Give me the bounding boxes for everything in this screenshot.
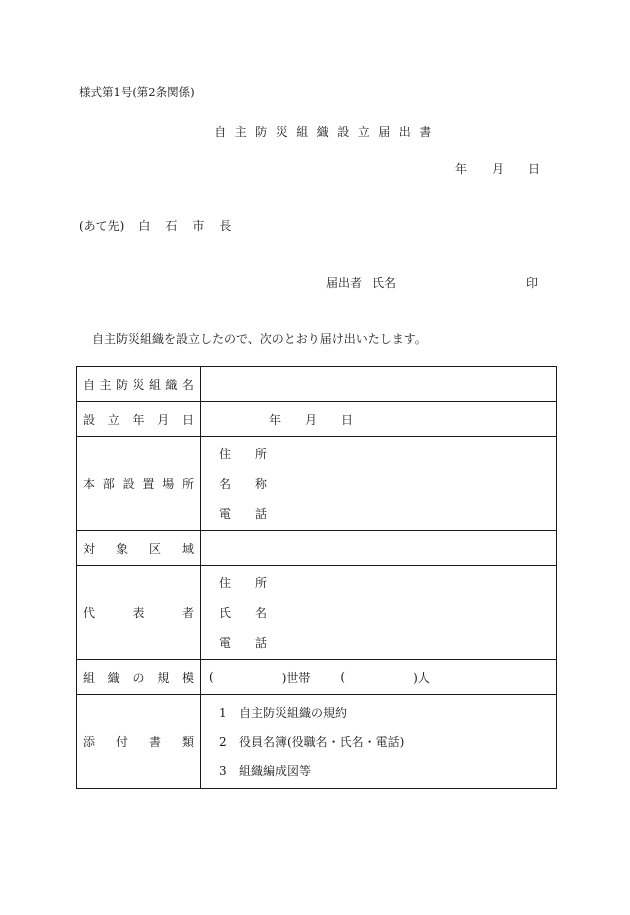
form-number: 様式第1号(第2条関係) bbox=[79, 85, 195, 99]
intro-text: 自主防災組織を設立したので、次のとおり届け出いたします。 bbox=[92, 332, 427, 346]
row-org-name bbox=[77, 367, 557, 402]
label-char: 添 bbox=[83, 735, 96, 749]
label-char: 対 bbox=[83, 541, 96, 556]
label-char: 所 bbox=[181, 477, 194, 491]
label-char: 場 bbox=[162, 477, 175, 491]
label-char: 名 bbox=[219, 477, 232, 491]
headquarters-field[interactable] bbox=[201, 437, 557, 531]
addressee-name: 白石市長 bbox=[138, 219, 247, 233]
scale-field[interactable] bbox=[201, 660, 557, 695]
label-char: 組 bbox=[83, 670, 96, 685]
attachment-item bbox=[201, 756, 556, 785]
label-char: 話 bbox=[254, 636, 267, 650]
label-char: 年 bbox=[132, 412, 145, 427]
label-char: 名 bbox=[254, 606, 267, 620]
label-char: 模 bbox=[181, 670, 194, 685]
people-open-paren: ( bbox=[340, 670, 346, 684]
label-char: 付 bbox=[115, 735, 128, 749]
attachment-item bbox=[201, 727, 556, 756]
addressee bbox=[79, 217, 246, 234]
attachment-text: 役員名簿(役職名・氏名・電話) bbox=[239, 735, 405, 749]
label-char: 設 bbox=[83, 412, 96, 427]
row-scale bbox=[77, 660, 557, 695]
headquarters-phone-line[interactable] bbox=[201, 499, 556, 529]
established-field[interactable] bbox=[201, 402, 557, 437]
label-char: の bbox=[132, 670, 145, 685]
label-char: 日 bbox=[181, 412, 194, 427]
label-char: 置 bbox=[142, 477, 155, 491]
representative-label bbox=[77, 566, 201, 660]
label-char: 本 bbox=[83, 477, 96, 491]
document-title: 自主防災組織設立届出書 bbox=[214, 125, 440, 139]
submission-date-year: 年 bbox=[455, 162, 468, 176]
row-attachments bbox=[77, 695, 557, 789]
applicant-label: 届出者 bbox=[326, 276, 363, 290]
attachment-number: 2 bbox=[219, 734, 227, 749]
label-char: 書 bbox=[148, 735, 161, 749]
established-day: 日 bbox=[341, 412, 354, 427]
label-char: 域 bbox=[181, 541, 194, 556]
attachment-number: 3 bbox=[219, 763, 227, 778]
label-char: 災 bbox=[132, 377, 145, 392]
label-char: 象 bbox=[115, 541, 128, 556]
attachments-field bbox=[201, 695, 557, 789]
label-char: 区 bbox=[148, 541, 161, 556]
established-year: 年 bbox=[269, 412, 282, 427]
label-char: 住 bbox=[219, 576, 232, 590]
scale-label bbox=[77, 660, 201, 695]
label-char: 自 bbox=[83, 377, 96, 392]
attachment-text: 自主防災組織の規約 bbox=[239, 706, 348, 720]
submission-date-day: 日 bbox=[528, 162, 541, 176]
addressee-label: (あて先) bbox=[79, 219, 125, 233]
label-char: 織 bbox=[165, 377, 178, 392]
row-representative bbox=[77, 566, 557, 660]
representative-address-line[interactable] bbox=[201, 568, 556, 598]
label-char: 防 bbox=[115, 377, 128, 392]
label-char: 称 bbox=[254, 477, 267, 491]
row-established bbox=[77, 402, 557, 437]
row-target-area bbox=[77, 531, 557, 566]
label-char: 代 bbox=[83, 606, 96, 620]
label-char: 電 bbox=[219, 507, 232, 521]
label-char: 立 bbox=[107, 412, 120, 427]
label-char: 者 bbox=[181, 606, 194, 620]
label-char: 月 bbox=[157, 412, 170, 427]
headquarters-label bbox=[77, 437, 201, 531]
applicant-name-label: 氏名 bbox=[372, 276, 397, 290]
org-name-field[interactable] bbox=[201, 367, 557, 402]
seal-mark: 印 bbox=[526, 276, 539, 290]
label-char: 設 bbox=[122, 477, 135, 491]
representative-phone-line[interactable] bbox=[201, 628, 556, 658]
label-char: 表 bbox=[132, 606, 145, 620]
people-unit: )人 bbox=[413, 670, 430, 685]
attachment-number: 1 bbox=[219, 705, 227, 720]
label-char: 氏 bbox=[219, 606, 232, 620]
label-char: 住 bbox=[219, 447, 232, 461]
label-char: 組 bbox=[148, 377, 161, 392]
label-char: 主 bbox=[99, 377, 112, 392]
households-unit: )世帯 bbox=[281, 670, 311, 685]
label-char: 電 bbox=[219, 636, 232, 650]
headquarters-name-line[interactable] bbox=[201, 469, 556, 499]
applicant bbox=[326, 274, 396, 291]
label-char: 所 bbox=[254, 576, 267, 590]
form-table bbox=[76, 366, 557, 789]
label-char: 所 bbox=[254, 447, 267, 461]
attachment-item bbox=[201, 698, 556, 727]
label-char: 類 bbox=[181, 735, 194, 749]
label-char: 規 bbox=[157, 670, 170, 685]
representative-name-line[interactable] bbox=[201, 598, 556, 628]
label-char: 織 bbox=[107, 670, 120, 685]
attachment-text: 組織編成図等 bbox=[239, 764, 312, 778]
representative-field[interactable] bbox=[201, 566, 557, 660]
label-char: 話 bbox=[254, 507, 267, 521]
attachments-label bbox=[77, 695, 201, 789]
households-open-paren: ( bbox=[209, 670, 214, 684]
target-area-field[interactable] bbox=[201, 531, 557, 566]
target-area-label bbox=[77, 531, 201, 566]
submission-date-month: 月 bbox=[492, 162, 505, 176]
established-month: 月 bbox=[305, 412, 318, 427]
row-headquarters bbox=[77, 437, 557, 531]
label-char: 名 bbox=[181, 377, 194, 392]
headquarters-address-line[interactable] bbox=[201, 439, 556, 469]
established-label bbox=[77, 402, 201, 437]
label-char: 部 bbox=[102, 477, 115, 491]
org-name-label bbox=[77, 367, 201, 402]
